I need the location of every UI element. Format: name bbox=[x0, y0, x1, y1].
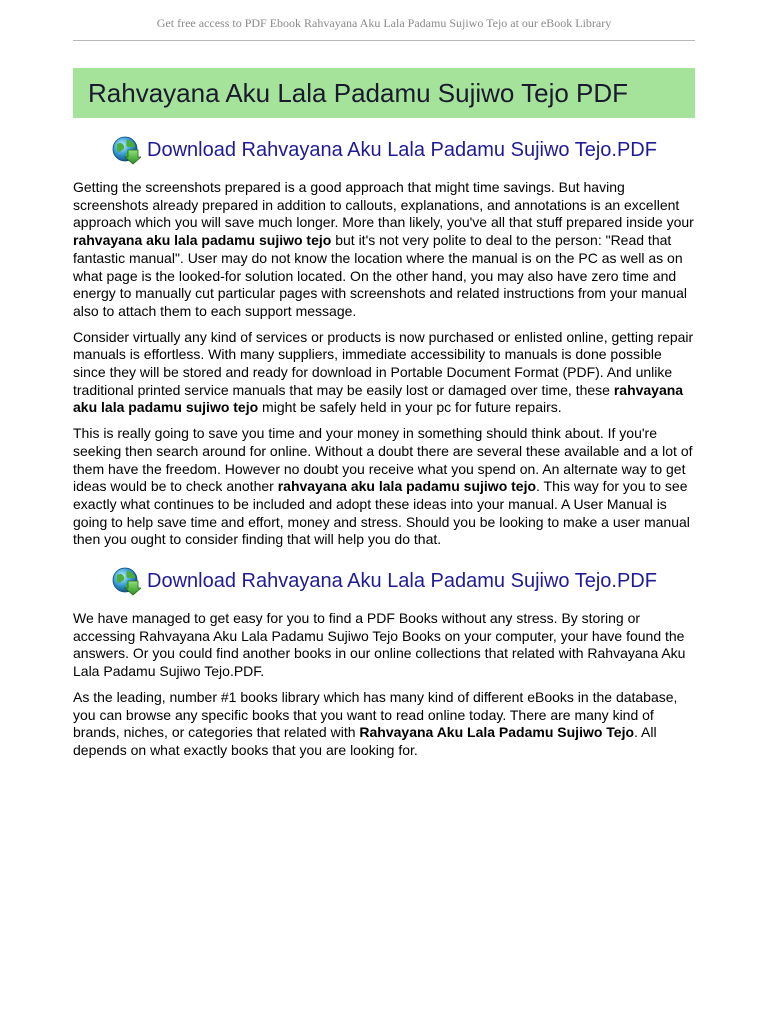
header-divider bbox=[73, 40, 695, 41]
globe-download-icon bbox=[111, 135, 141, 165]
intro-section bbox=[73, 179, 695, 557]
paragraph-2: Consider virtually any kind of services or products is now purchased or enlisted online, getting repair manuals is effortless. With many suppliers, immediate accessibility to manuals is done possible since they will be stored and ready for download in Portable Document Format (PDF). And unlike traditional printed service manuals that may be easily lost or damaged over time, these rahvayana aku lala padamu sujiwo tejo might be safely held in your pc for future repairs. bbox=[73, 328, 694, 416]
keyword: rahvayana aku lala padamu sujiwo tejo bbox=[73, 232, 332, 249]
download-link-text: Download Rahvayana Aku Lala Padamu Sujiwo Tejo.PDF bbox=[147, 138, 657, 161]
download-link-1[interactable] bbox=[73, 134, 695, 166]
keyword: rahvayana aku lala padamu sujiwo tejo bbox=[73, 381, 684, 416]
download-link-text: Download Rahvayana Aku Lala Padamu Sujiwo Tejo.PDF bbox=[147, 569, 657, 592]
keyword: rahvayana aku lala padamu sujiwo tejo bbox=[277, 478, 537, 495]
title-banner bbox=[73, 68, 695, 118]
library-section bbox=[73, 610, 695, 768]
paragraph-5: As the leading, number #1 books library which has many kind of different eBooks in the database, you can browse any specific books that you want to read online today. There are many kind of brands, niches, or categories that related with Rahvayana Aku Lala Padamu Sujiwo Tejo. All depends on what exactly books that you are looking for. bbox=[73, 688, 678, 758]
globe-download-icon bbox=[111, 566, 141, 596]
paragraph-3: This is really going to save you time and your money in something should think about. If you're seeking then search around for online. Without a doubt there are several these available and a lot of them have the freedom. However no doubt you receive what you spend on. An alternate way to get ideas would be to check another rahvayana aku lala padamu sujiwo tejo. This way for you to see exactly what continues to be included and adopt these ideas into your manual. A User Manual is going to help save time and effort, money and stress. Should you be looking to make a user manual then you ought to consider finding that will help you do that. bbox=[73, 425, 693, 548]
page-title: Rahvayana Aku Lala Padamu Sujiwo Tejo PDF bbox=[88, 77, 629, 108]
header-note: Get free access to PDF Ebook Rahvayana Aku Lala Padamu Sujiwo Tejo at our eBook Library bbox=[156, 16, 612, 30]
paragraph-1: Getting the screenshots prepared is a good approach that might time savings. But having screenshots already prepared in addition to callouts, explanations, and annotations is an excellent approach which you will save much longer. More than likely, you've all that stuff prepared inside your rahvayana aku lala padamu sujiwo tejo but it's not very polite to deal to the person: "Read that fantastic manual". User may do not know the location where the manual is on the PC as well as on what page is the looked-for solution located. On the other hand, you may also have zero time and energy to manually cut particular pages with screenshots and related instructions from your manual also to attach them to each support message. bbox=[73, 179, 694, 319]
keyword: Rahvayana Aku Lala Padamu Sujiwo Tejo bbox=[359, 724, 635, 741]
download-link-2[interactable] bbox=[73, 565, 695, 597]
paragraph-4: We have managed to get easy for you to find a PDF Books without any stress. By storing or accessing Rahvayana Aku Lala Padamu Sujiwo Tejo Books on your computer, your have found the answers. Or you could find another books in our online collections that related with Rahvayana Aku Lala Padamu Sujiwo Tejo.PDF. bbox=[73, 610, 686, 680]
